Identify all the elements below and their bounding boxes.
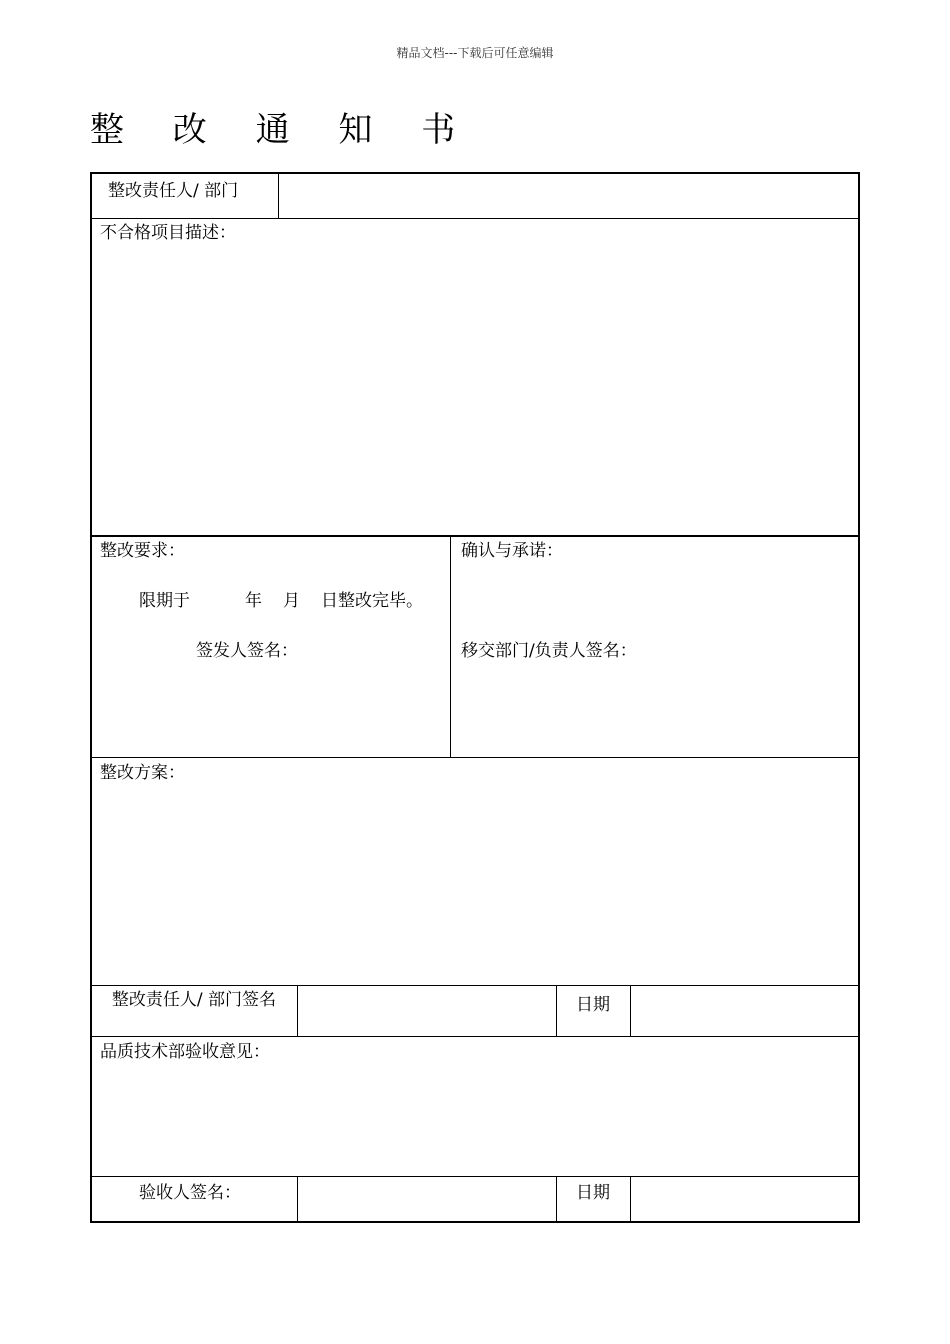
- transfer-signature-label: 移交部门/负责人签名：: [461, 641, 637, 661]
- requirement-label: 整改要求：: [100, 541, 185, 561]
- deadline-prefix: 限期于: [139, 591, 190, 611]
- plan-field[interactable]: [92, 786, 858, 984]
- inspector-signature-field[interactable]: [299, 1177, 555, 1223]
- col-divider: [630, 1176, 631, 1223]
- confirm-label: 确认与承诺：: [461, 541, 563, 561]
- col-divider: [630, 985, 631, 1036]
- deadline-year-label: 年: [245, 591, 262, 611]
- row-divider: [92, 218, 858, 219]
- date-field[interactable]: [632, 1177, 858, 1223]
- quality-opinion-label: 品质技术部验收意见：: [100, 1042, 270, 1062]
- issuer-signature-label: 签发人签名：: [196, 641, 298, 661]
- rectification-form: [90, 172, 860, 1223]
- responsible-signature-field[interactable]: [299, 986, 555, 1036]
- responsible-field[interactable]: [280, 174, 858, 218]
- plan-label: 整改方案：: [100, 763, 185, 783]
- quality-opinion-field[interactable]: [92, 1066, 858, 1174]
- col-divider: [556, 985, 557, 1036]
- date-field[interactable]: [632, 986, 858, 1036]
- responsible-signature-label: 整改责任人/ 部门签名: [111, 990, 277, 1010]
- col-divider: [297, 1176, 298, 1223]
- row-divider: [92, 1036, 858, 1037]
- deadline-suffix: 日整改完毕。: [321, 591, 423, 611]
- col-divider: [297, 985, 298, 1036]
- col-divider: [278, 174, 279, 218]
- inspector-signature-label: 验收人签名：: [139, 1183, 241, 1203]
- date-label: 日期: [576, 995, 610, 1015]
- date-label: 日期: [576, 1183, 610, 1203]
- deadline-month-label: 月: [283, 591, 300, 611]
- row-divider: [92, 757, 858, 758]
- nonconformity-field[interactable]: [92, 246, 858, 534]
- nonconformity-label: 不合格项目描述：: [100, 223, 236, 243]
- col-divider: [556, 1176, 557, 1223]
- responsible-label: 整改责任人/ 部门: [108, 181, 239, 201]
- row-divider: [92, 535, 858, 537]
- page-title: 整 改 通 知 书: [90, 110, 475, 150]
- header-note: 精品文档---下载后可任意编辑: [396, 46, 554, 60]
- col-divider: [450, 536, 451, 757]
